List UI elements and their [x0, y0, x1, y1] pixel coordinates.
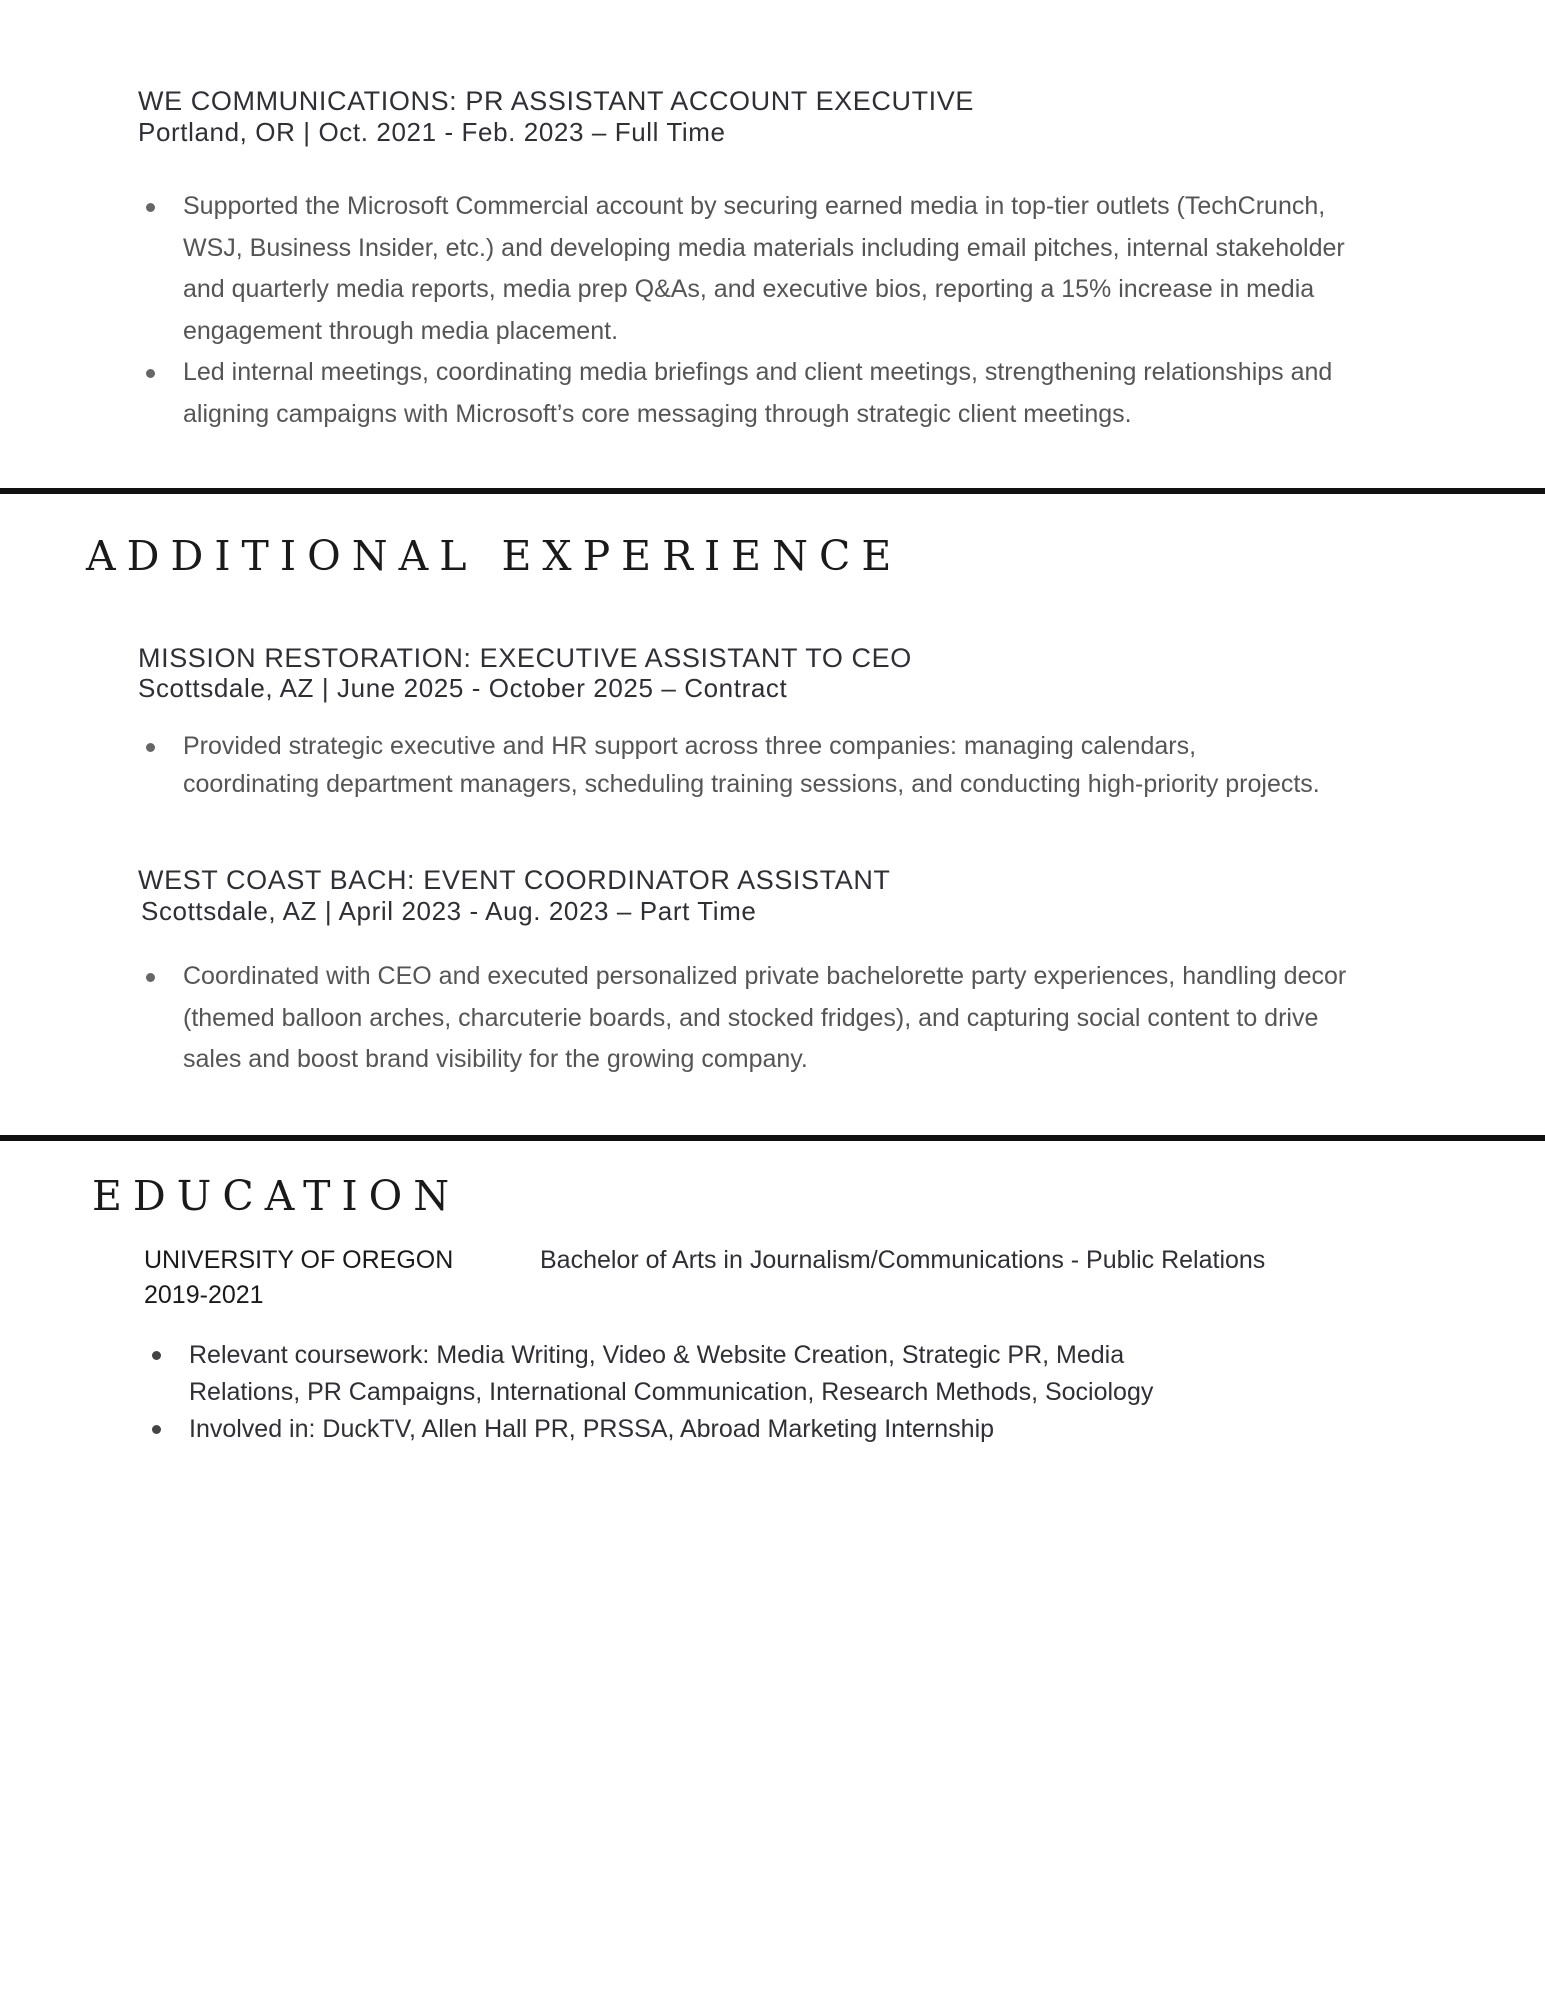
list-item [144, 1337, 1224, 1411]
degree-name: Bachelor of Arts in Journalism/Communications - Public Relations [540, 1246, 1266, 1274]
education-years: 2019-2021 [144, 1281, 264, 1309]
mission-job-location-dates: Scottsdale, AZ | June 2025 - October 2025 – Contract [138, 673, 788, 703]
section-heading-education: EDUCATION [92, 1172, 461, 1220]
bullet-text: Provided strategic executive and HR support across three companies: managing calendars, coordinating department managers, scheduling training sessions, and conducting high-priority projects. [183, 732, 1320, 798]
list-item [138, 956, 1353, 1081]
bullet-icon [146, 203, 155, 212]
section-divider [0, 1135, 1545, 1141]
we-job-title: WE COMMUNICATIONS: PR ASSISTANT ACCOUNT EXECUTIVE [138, 86, 974, 116]
bullet-text: Coordinated with CEO and executed personalized private bachelorette party experiences, handling decor (themed balloon arches, charcuterie boards, and stocked fridges), and capturing social content to drive sales and boost brand visibility for the growing company. [183, 962, 1347, 1073]
bullet-icon [152, 1425, 161, 1434]
bullet-text: Involved in: DuckTV, Allen Hall PR, PRSSA, Abroad Marketing Internship [189, 1415, 995, 1443]
bullet-text: Supported the Microsoft Commercial account by securing earned media in top-tier outlets (TechCrunch, WSJ, Business Insider, etc.) and developing media materials including email pitches, internal stakeholder and quarterly media reports, media prep Q&As, and executive bios, reporting a 15% increase in media engagement through media placement. [183, 192, 1345, 345]
mission-job-title: MISSION RESTORATION: EXECUTIVE ASSISTANT TO CEO [138, 643, 912, 673]
bullet-icon [146, 369, 155, 378]
we-job-location-dates: Portland, OR | Oct. 2021 - Feb. 2023 – Full Time [138, 117, 726, 147]
bullet-icon [146, 743, 155, 752]
we-bullet-list [138, 186, 1348, 435]
bullet-icon [152, 1351, 161, 1360]
list-item [138, 352, 1348, 435]
bullet-icon [146, 973, 155, 982]
westcoast-job-location-dates: Scottsdale, AZ | April 2023 - Aug. 2023 – Part Time [141, 896, 757, 926]
list-item [138, 186, 1348, 352]
westcoast-job-title: WEST COAST BACH: EVENT COORDINATOR ASSISTANT [138, 865, 891, 895]
list-item [144, 1411, 1224, 1448]
education-bullet-list [144, 1337, 1224, 1448]
bullet-text: Led internal meetings, coordinating media briefings and client meetings, strengthening relationships and aligning campaigns with Microsoft’s core messaging through strategic client meetings. [183, 358, 1333, 428]
section-heading-additional-experience: ADDITIONAL EXPERIENCE [86, 532, 903, 580]
westcoast-bullet-list [138, 956, 1353, 1081]
bullet-text: Relevant coursework: Media Writing, Video & Website Creation, Strategic PR, Media Relations, PR Campaigns, International Communication, Research Methods, Sociology [189, 1341, 1154, 1406]
mission-bullet-list [138, 728, 1338, 803]
school-name: UNIVERSITY OF OREGON [144, 1246, 454, 1274]
list-item [138, 728, 1338, 803]
section-divider [0, 488, 1545, 494]
